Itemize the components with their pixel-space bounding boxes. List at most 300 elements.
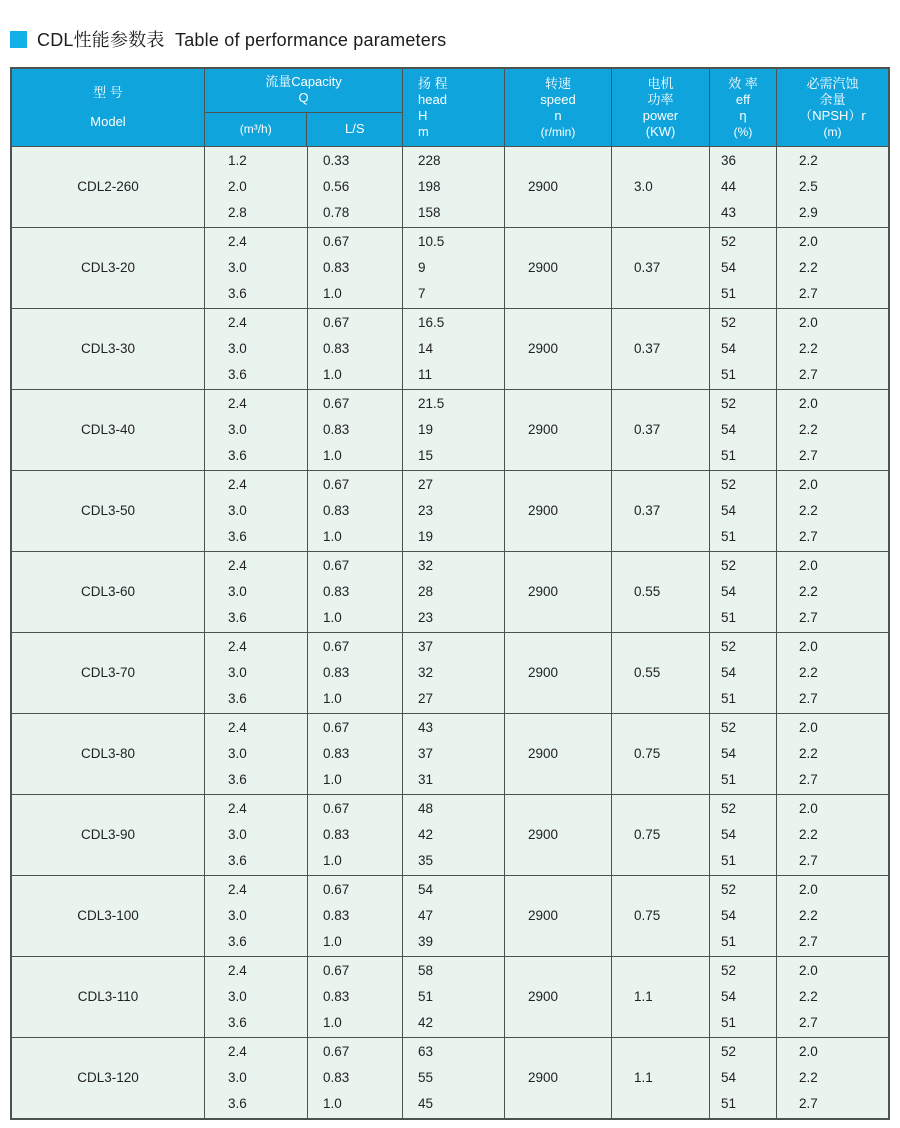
model-value: CDL3-40 (80, 422, 136, 437)
value: 55 (418, 1070, 434, 1085)
power-cell (612, 633, 710, 713)
header-power (612, 69, 710, 146)
header-capacity-line1: 流量Capacity (265, 74, 342, 90)
model-cell (12, 471, 205, 551)
value: 0.83 (323, 665, 350, 680)
header-power-zh1: 电机 (647, 75, 674, 91)
speed-cell (505, 552, 612, 632)
power-cell (612, 795, 710, 875)
model-cell (12, 633, 205, 713)
npsh-cell (777, 1038, 888, 1118)
table-row (12, 552, 888, 633)
value: 2.7 (799, 1015, 818, 1030)
model-value: CDL2-260 (77, 179, 139, 194)
value: 3.6 (228, 691, 247, 706)
model-value: CDL3-50 (80, 503, 136, 518)
value: 51 (721, 529, 737, 544)
value: 2.7 (799, 934, 818, 949)
header-eff-zh: 效 率 (728, 75, 758, 91)
value: 2.0 (799, 234, 818, 249)
flow-m3h-cell (205, 552, 308, 632)
value: 51 (721, 1096, 737, 1111)
value: 2.0 (799, 639, 818, 654)
value: 54 (721, 341, 737, 356)
value: 32 (418, 558, 434, 573)
speed-value: 2900 (528, 179, 559, 194)
value: 1.0 (323, 934, 342, 949)
value: 2.8 (228, 205, 247, 220)
power-value: 1.1 (634, 989, 653, 1004)
value: 52 (721, 396, 737, 411)
value: 2.4 (228, 558, 247, 573)
value: 52 (721, 963, 737, 978)
header-unit-ls: L/S (344, 121, 365, 137)
model-value: CDL3-90 (80, 827, 136, 842)
flow-ls-cell (308, 309, 403, 389)
value: 0.83 (323, 422, 350, 437)
value: 2.2 (799, 153, 818, 168)
value: 2.4 (228, 1044, 247, 1059)
flow-m3h-cell (205, 957, 308, 1037)
value: 2.0 (799, 1044, 818, 1059)
value: 3.6 (228, 772, 247, 787)
value: 2.2 (799, 260, 818, 275)
head-cell (403, 876, 505, 956)
value: 27 (418, 477, 434, 492)
table-body (12, 147, 888, 1118)
page-title-text: CDL性能参数表 Table of performance parameters (37, 30, 447, 50)
value: 11 (418, 367, 433, 382)
header-power-en: power (642, 107, 679, 123)
value: 2.0 (799, 720, 818, 735)
value: 228 (418, 153, 441, 168)
table-row (12, 471, 888, 552)
value: 2.2 (799, 341, 818, 356)
table-row (12, 309, 888, 390)
model-cell (12, 309, 205, 389)
table-row (12, 147, 888, 228)
value: 48 (418, 801, 434, 816)
performance-table (10, 67, 890, 1120)
header-head-unit: m (418, 123, 429, 139)
npsh-cell (777, 147, 888, 227)
speed-cell (505, 390, 612, 470)
value: 1.0 (323, 853, 342, 868)
model-cell (12, 1038, 205, 1118)
model-value: CDL3-70 (80, 665, 136, 680)
value: 3.0 (228, 1070, 247, 1085)
value: 3.0 (228, 746, 247, 761)
value: 2.4 (228, 477, 247, 492)
value: 15 (418, 448, 434, 463)
npsh-cell (777, 876, 888, 956)
value: 52 (721, 720, 737, 735)
head-cell (403, 633, 505, 713)
value: 44 (721, 179, 737, 194)
speed-value: 2900 (528, 422, 559, 437)
flow-ls-cell (308, 957, 403, 1037)
value: 16.5 (418, 315, 445, 330)
value: 2.7 (799, 691, 818, 706)
value: 21.5 (418, 396, 445, 411)
speed-value: 2900 (528, 827, 559, 842)
value: 0.67 (323, 720, 350, 735)
speed-value: 2900 (528, 503, 559, 518)
flow-ls-cell (308, 228, 403, 308)
value: 0.67 (323, 882, 350, 897)
value: 1.0 (323, 691, 342, 706)
table-row (12, 228, 888, 309)
speed-value: 2900 (528, 989, 559, 1004)
eff-cell (710, 390, 777, 470)
model-value: CDL3-120 (77, 1070, 139, 1085)
head-cell (403, 309, 505, 389)
value: 54 (721, 422, 737, 437)
head-cell (403, 471, 505, 551)
value: 2.4 (228, 720, 247, 735)
speed-cell (505, 957, 612, 1037)
value: 10.5 (418, 234, 445, 249)
value: 54 (721, 827, 737, 842)
value: 3.6 (228, 610, 247, 625)
value: 2.7 (799, 448, 818, 463)
npsh-cell (777, 633, 888, 713)
table-row (12, 1038, 888, 1118)
value: 0.67 (323, 315, 350, 330)
power-value: 0.55 (634, 584, 661, 599)
header-speed-zh: 转速 (544, 75, 571, 91)
table-row (12, 390, 888, 471)
model-cell (12, 552, 205, 632)
value: 2.4 (228, 396, 247, 411)
value: 3.0 (228, 503, 247, 518)
value: 2.0 (799, 477, 818, 492)
model-cell (12, 795, 205, 875)
npsh-cell (777, 228, 888, 308)
value: 2.0 (799, 396, 818, 411)
value: 32 (418, 665, 434, 680)
value: 54 (721, 908, 737, 923)
value: 3.0 (228, 584, 247, 599)
value: 2.5 (799, 179, 818, 194)
value: 2.7 (799, 1096, 818, 1111)
page-title (10, 26, 446, 52)
value: 0.83 (323, 260, 350, 275)
header-npsh-symbol: （NPSH）r (799, 107, 866, 123)
value: 3.0 (228, 908, 247, 923)
value: 23 (418, 610, 434, 625)
value: 35 (418, 853, 434, 868)
eff-cell (710, 633, 777, 713)
value: 2.4 (228, 801, 247, 816)
value: 158 (418, 205, 441, 220)
value: 2.2 (799, 908, 818, 923)
flow-ls-cell (308, 147, 403, 227)
value: 1.0 (323, 1096, 342, 1111)
value: 42 (418, 1015, 434, 1030)
flow-ls-cell (308, 714, 403, 794)
power-cell (612, 876, 710, 956)
eff-cell (710, 309, 777, 389)
value: 3.0 (228, 341, 247, 356)
header-power-unit: (KW) (645, 123, 676, 139)
model-value: CDL3-110 (77, 989, 139, 1004)
flow-m3h-cell (205, 795, 308, 875)
head-cell (403, 714, 505, 794)
model-cell (12, 876, 205, 956)
value: 2.7 (799, 772, 818, 787)
value: 2.2 (799, 665, 818, 680)
value: 0.83 (323, 1070, 350, 1085)
table-header (12, 69, 888, 147)
flow-m3h-cell (205, 633, 308, 713)
value: 3.6 (228, 934, 247, 949)
value: 54 (721, 584, 737, 599)
value: 2.0 (799, 882, 818, 897)
power-cell (612, 957, 710, 1037)
flow-m3h-cell (205, 228, 308, 308)
flow-m3h-cell (205, 876, 308, 956)
power-value: 1.1 (634, 1070, 653, 1085)
table-row (12, 876, 888, 957)
header-speed-symbol: n (554, 107, 562, 123)
value: 0.67 (323, 558, 350, 573)
speed-value: 2900 (528, 584, 559, 599)
speed-value: 2900 (528, 341, 559, 356)
header-eff-symbol: η (739, 107, 747, 123)
value: 43 (721, 205, 737, 220)
table-row (12, 957, 888, 1038)
value: 45 (418, 1096, 434, 1111)
value: 2.2 (799, 989, 818, 1004)
header-head (403, 69, 505, 146)
head-cell (403, 1038, 505, 1118)
flow-m3h-cell (205, 471, 308, 551)
value: 51 (721, 1015, 737, 1030)
flow-m3h-cell (205, 390, 308, 470)
value: 2.9 (799, 205, 818, 220)
model-value: CDL3-80 (80, 746, 136, 761)
value: 3.6 (228, 1015, 247, 1030)
value: 3.6 (228, 286, 247, 301)
speed-cell (505, 228, 612, 308)
value: 3.0 (228, 989, 247, 1004)
value: 54 (418, 882, 434, 897)
value: 51 (721, 448, 737, 463)
value: 19 (418, 529, 434, 544)
value: 31 (418, 772, 434, 787)
flow-ls-cell (308, 795, 403, 875)
value: 19 (418, 422, 434, 437)
head-cell (403, 147, 505, 227)
value: 52 (721, 315, 737, 330)
header-eff-unit: (%) (733, 124, 753, 139)
value: 9 (418, 260, 426, 275)
value: 51 (721, 853, 737, 868)
value: 54 (721, 665, 737, 680)
value: 3.0 (228, 827, 247, 842)
speed-cell (505, 147, 612, 227)
value: 1.0 (323, 1015, 342, 1030)
value: 36 (721, 153, 737, 168)
model-value: CDL3-20 (80, 260, 136, 275)
power-value: 0.75 (634, 908, 661, 923)
header-npsh (777, 69, 888, 146)
value: 1.0 (323, 772, 342, 787)
flow-ls-cell (308, 471, 403, 551)
value: 3.0 (228, 422, 247, 437)
eff-cell (710, 795, 777, 875)
value: 52 (721, 801, 737, 816)
power-cell (612, 552, 710, 632)
flow-m3h-cell (205, 147, 308, 227)
value: 54 (721, 746, 737, 761)
model-value: CDL3-100 (77, 908, 139, 923)
value: 3.6 (228, 367, 247, 382)
power-cell (612, 390, 710, 470)
value: 0.83 (323, 503, 350, 518)
value: 51 (418, 989, 434, 1004)
header-head-en: head (418, 91, 447, 107)
header-capacity-line2: Q (298, 90, 309, 106)
speed-cell (505, 309, 612, 389)
header-model-zh: 型 号 (93, 85, 123, 100)
model-cell (12, 147, 205, 227)
value: 0.83 (323, 827, 350, 842)
flow-ls-cell (308, 390, 403, 470)
value: 3.6 (228, 1096, 247, 1111)
power-value: 0.37 (634, 422, 661, 437)
value: 39 (418, 934, 434, 949)
header-power-zh2: 功率 (647, 91, 674, 107)
table-row (12, 633, 888, 714)
value: 52 (721, 477, 737, 492)
value: 2.4 (228, 315, 247, 330)
eff-cell (710, 147, 777, 227)
eff-cell (710, 876, 777, 956)
value: 47 (418, 908, 434, 923)
head-cell (403, 552, 505, 632)
header-capacity-subrow (205, 113, 402, 147)
value: 52 (721, 234, 737, 249)
eff-cell (710, 471, 777, 551)
value: 2.4 (228, 639, 247, 654)
value: 51 (721, 367, 737, 382)
value: 2.7 (799, 529, 818, 544)
header-capacity (205, 69, 402, 113)
model-value: CDL3-60 (80, 584, 136, 599)
value: 0.83 (323, 989, 350, 1004)
value: 0.67 (323, 1044, 350, 1059)
value: 2.4 (228, 882, 247, 897)
value: 28 (418, 584, 434, 599)
value: 0.67 (323, 639, 350, 654)
value: 1.0 (323, 610, 342, 625)
power-cell (612, 147, 710, 227)
value: 52 (721, 882, 737, 897)
head-cell (403, 795, 505, 875)
model-cell (12, 228, 205, 308)
header-head-zh: 扬 程 (418, 75, 448, 91)
value: 14 (418, 341, 434, 356)
value: 0.83 (323, 341, 350, 356)
eff-cell (710, 228, 777, 308)
npsh-cell (777, 552, 888, 632)
value: 1.0 (323, 529, 342, 544)
value: 51 (721, 934, 737, 949)
value: 2.2 (799, 1070, 818, 1085)
power-value: 0.75 (634, 827, 661, 842)
power-cell (612, 714, 710, 794)
value: 58 (418, 963, 434, 978)
header-eff-en: eff (735, 91, 751, 107)
value: 37 (418, 639, 434, 654)
speed-cell (505, 714, 612, 794)
header-speed (505, 69, 612, 146)
npsh-cell (777, 471, 888, 551)
value: 3.6 (228, 853, 247, 868)
flow-ls-cell (308, 552, 403, 632)
power-cell (612, 471, 710, 551)
value: 42 (418, 827, 434, 842)
speed-cell (505, 876, 612, 956)
speed-cell (505, 471, 612, 551)
value: 0.67 (323, 963, 350, 978)
value: 2.0 (799, 558, 818, 573)
value: 52 (721, 558, 737, 573)
flow-m3h-cell (205, 714, 308, 794)
speed-cell (505, 1038, 612, 1118)
value: 2.2 (799, 827, 818, 842)
npsh-cell (777, 714, 888, 794)
flow-m3h-cell (205, 1038, 308, 1118)
value: 7 (418, 286, 426, 301)
value: 0.83 (323, 908, 350, 923)
value: 2.0 (799, 963, 818, 978)
value: 2.0 (799, 315, 818, 330)
npsh-cell (777, 390, 888, 470)
value: 0.78 (323, 205, 350, 220)
value: 23 (418, 503, 434, 518)
value: 2.0 (228, 179, 247, 194)
value: 2.2 (799, 503, 818, 518)
header-unit-m3h: (m³/h) (205, 113, 307, 147)
model-cell (12, 957, 205, 1037)
value: 2.4 (228, 234, 247, 249)
model-cell (12, 390, 205, 470)
power-value: 0.75 (634, 746, 661, 761)
value: 63 (418, 1044, 434, 1059)
value: 51 (721, 610, 737, 625)
speed-value: 2900 (528, 1070, 559, 1085)
value: 1.2 (228, 153, 247, 168)
value: 27 (418, 691, 434, 706)
npsh-cell (777, 957, 888, 1037)
value: 2.7 (799, 286, 818, 301)
eff-cell (710, 714, 777, 794)
model-value: CDL3-30 (80, 341, 136, 356)
header-npsh-zh2: 余量 (819, 91, 846, 107)
flow-ls-cell (308, 1038, 403, 1118)
header-model (12, 69, 205, 146)
power-cell (612, 228, 710, 308)
value: 2.2 (799, 746, 818, 761)
eff-cell (710, 957, 777, 1037)
header-speed-en: speed (540, 91, 576, 107)
value: 0.67 (323, 234, 350, 249)
speed-value: 2900 (528, 746, 559, 761)
value: 52 (721, 1044, 737, 1059)
